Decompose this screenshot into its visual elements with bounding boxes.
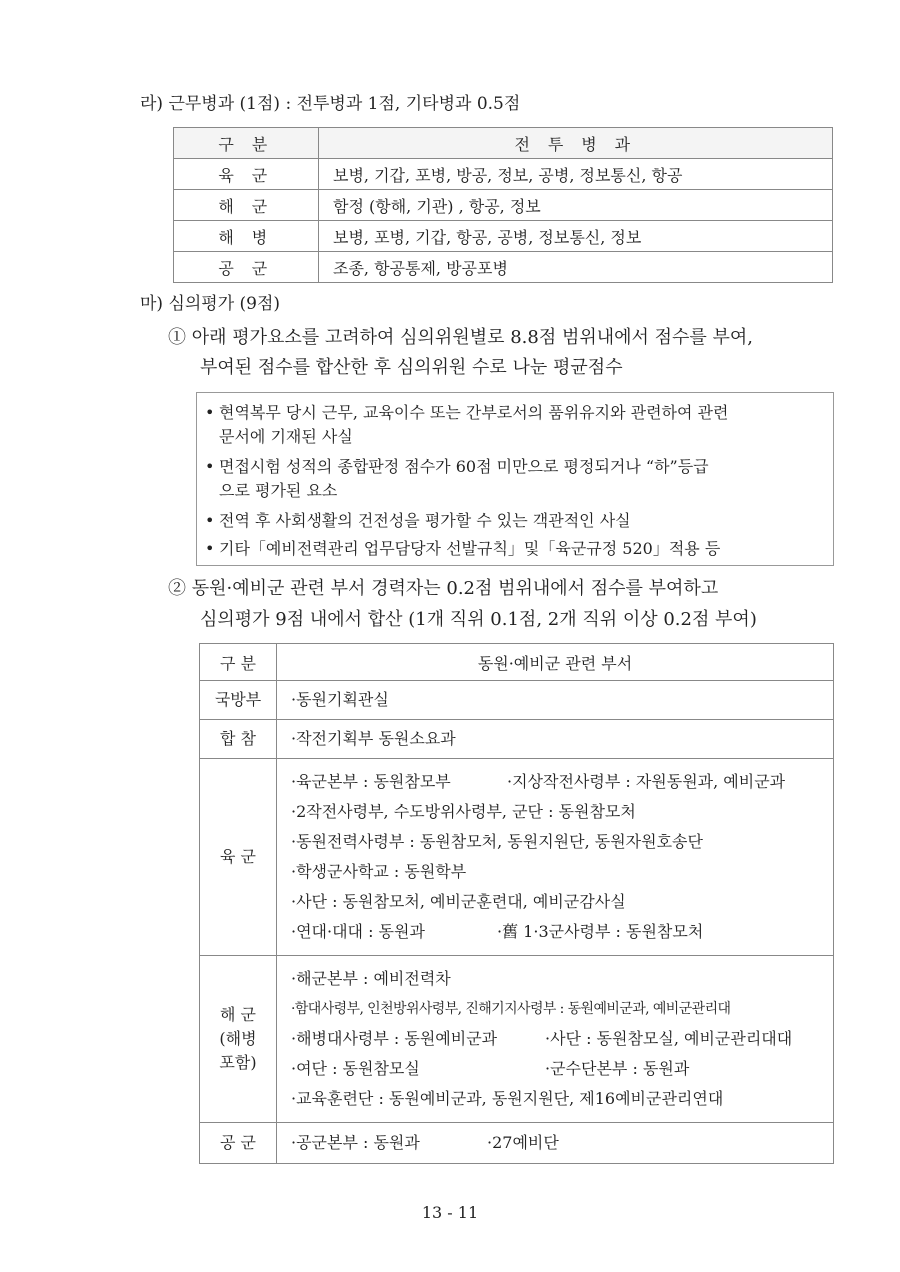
dept-item: ·공군본부 : 동원과 ·27예비단 bbox=[291, 1133, 559, 1152]
value-cell: 함정 (항해, 기관) , 항공, 정보 bbox=[319, 190, 833, 221]
item2-line2: 심의평가 9점 내에서 합산 (1개 직위 0.1점, 2개 직위 이상 0.2점 부여) bbox=[200, 609, 757, 630]
dept-cell bbox=[277, 720, 834, 759]
item1-line2: 부여된 점수를 합산한 후 심의위원 수로 나눈 평균점수 bbox=[200, 357, 623, 378]
table-row bbox=[174, 159, 833, 190]
bullet-symbol: • bbox=[205, 539, 215, 558]
org-cell: 합 참 bbox=[200, 720, 277, 759]
table-header-cell: 구 분 bbox=[174, 128, 319, 159]
mobilization-dept-table bbox=[199, 643, 834, 1164]
table-row bbox=[174, 221, 833, 252]
dept-cell bbox=[277, 1123, 834, 1164]
evaluation-factors-box bbox=[196, 392, 834, 566]
table-header-cell: 전 투 병 과 bbox=[319, 128, 833, 159]
combat-branch-table bbox=[173, 127, 833, 283]
org-cell: 공 군 bbox=[200, 1123, 277, 1164]
section-ra-heading: 라) 근무병과 (1점) : 전투병과 1점, 기타병과 0.5점 bbox=[140, 94, 521, 114]
dept-item: ·해병대사령부 : 동원예비군과 ·사단 : 동원참모실, 예비군관리대대 bbox=[291, 1029, 793, 1048]
section-ma-heading: 마) 심의평가 (9점) bbox=[140, 294, 281, 314]
dept-item: ·연대·대대 : 동원과 ·舊 1·3군사령부 : 동원참모처 bbox=[291, 922, 704, 941]
table-header-cell: 동원·예비군 관련 부서 bbox=[277, 644, 834, 681]
bullet-symbol: • bbox=[205, 457, 215, 476]
bullet-symbol: • bbox=[205, 403, 215, 422]
table-row bbox=[200, 681, 834, 720]
dept-cell bbox=[277, 681, 834, 720]
bullet-symbol: • bbox=[205, 511, 215, 530]
org-cell: 육 군 bbox=[200, 759, 277, 956]
bullet-item bbox=[205, 509, 631, 533]
table-header-row bbox=[174, 128, 833, 159]
page-number: 13 - 11 bbox=[421, 1203, 479, 1222]
bullet-text-cont: 문서에 기재된 사실 bbox=[219, 427, 353, 446]
bullet-text: 기타「예비전력관리 업무담당자 선발규칙」및「육군규정 520」적용 등 bbox=[219, 539, 721, 558]
table-header-row bbox=[200, 644, 834, 681]
org-cell: 국방부 bbox=[200, 681, 277, 720]
dept-cell bbox=[277, 956, 834, 1123]
bullet-text: 전역 후 사회생활의 건전성을 평가할 수 있는 객관적인 사실 bbox=[219, 511, 631, 530]
dept-cell bbox=[277, 759, 834, 956]
table-row bbox=[200, 759, 834, 956]
dept-item: ·해군본부 : 예비전력차 bbox=[291, 969, 451, 988]
bullet-item bbox=[205, 537, 720, 561]
branch-cell: 공 군 bbox=[174, 252, 319, 283]
table-row bbox=[200, 1123, 834, 1164]
table-row bbox=[200, 956, 834, 1123]
dept-item: ·동원기획관실 bbox=[291, 690, 389, 709]
item2-line1: ② 동원·예비군 관련 부서 경력자는 0.2점 범위내에서 점수를 부여하고 bbox=[168, 578, 719, 599]
dept-item: ·육군본부 : 동원참모부 ·지상작전사령부 : 자원동원과, 예비군과 bbox=[291, 772, 786, 791]
table-row bbox=[174, 190, 833, 221]
dept-item: ·학생군사학교 : 동원학부 bbox=[291, 862, 467, 881]
value-cell: 보병, 포병, 기갑, 항공, 공병, 정보통신, 정보 bbox=[319, 221, 833, 252]
branch-cell: 육 군 bbox=[174, 159, 319, 190]
bullet-text: 현역복무 당시 근무, 교육이수 또는 간부로서의 품위유지와 관련하여 관련 bbox=[219, 403, 729, 422]
dept-item: ·함대사령부, 인천방위사령부, 진해기지사령부 : 동원예비군과, 예비군관리대 bbox=[291, 1001, 731, 1017]
dept-item: ·동원전력사령부 : 동원참모처, 동원지원단, 동원자원호송단 bbox=[291, 832, 703, 851]
table-row bbox=[200, 720, 834, 759]
dept-item: ·교육훈련단 : 동원예비군과, 동원지원단, 제16예비군관리연대 bbox=[291, 1089, 724, 1108]
bullet-text: 면접시험 성적의 종합판정 점수가 60점 미만으로 평정되거나 “하”등급 bbox=[219, 457, 709, 476]
table-header-cell: 구 분 bbox=[200, 644, 277, 681]
bullet-item bbox=[205, 455, 709, 503]
branch-cell: 해 병 bbox=[174, 221, 319, 252]
value-cell: 보병, 기갑, 포병, 방공, 정보, 공병, 정보통신, 항공 bbox=[319, 159, 833, 190]
bullet-item bbox=[205, 401, 728, 449]
dept-item: ·사단 : 동원참모처, 예비군훈련대, 예비군감사실 bbox=[291, 892, 626, 911]
bullet-text-cont: 으로 평가된 요소 bbox=[219, 481, 338, 500]
dept-item: ·작전기획부 동원소요과 bbox=[291, 729, 456, 748]
item1-line1: ① 아래 평가요소를 고려하여 심의위원별로 8.8점 범위내에서 점수를 부여, bbox=[168, 327, 753, 348]
dept-item: ·2작전사령부, 수도방위사령부, 군단 : 동원참모처 bbox=[291, 802, 636, 821]
dept-item: ·여단 : 동원참모실 ·군수단본부 : 동원과 bbox=[291, 1059, 690, 1078]
branch-cell: 해 군 bbox=[174, 190, 319, 221]
org-cell: 해 군 (해병 포함) bbox=[200, 956, 277, 1123]
value-cell: 조종, 항공통제, 방공포병 bbox=[319, 252, 833, 283]
table-row bbox=[174, 252, 833, 283]
